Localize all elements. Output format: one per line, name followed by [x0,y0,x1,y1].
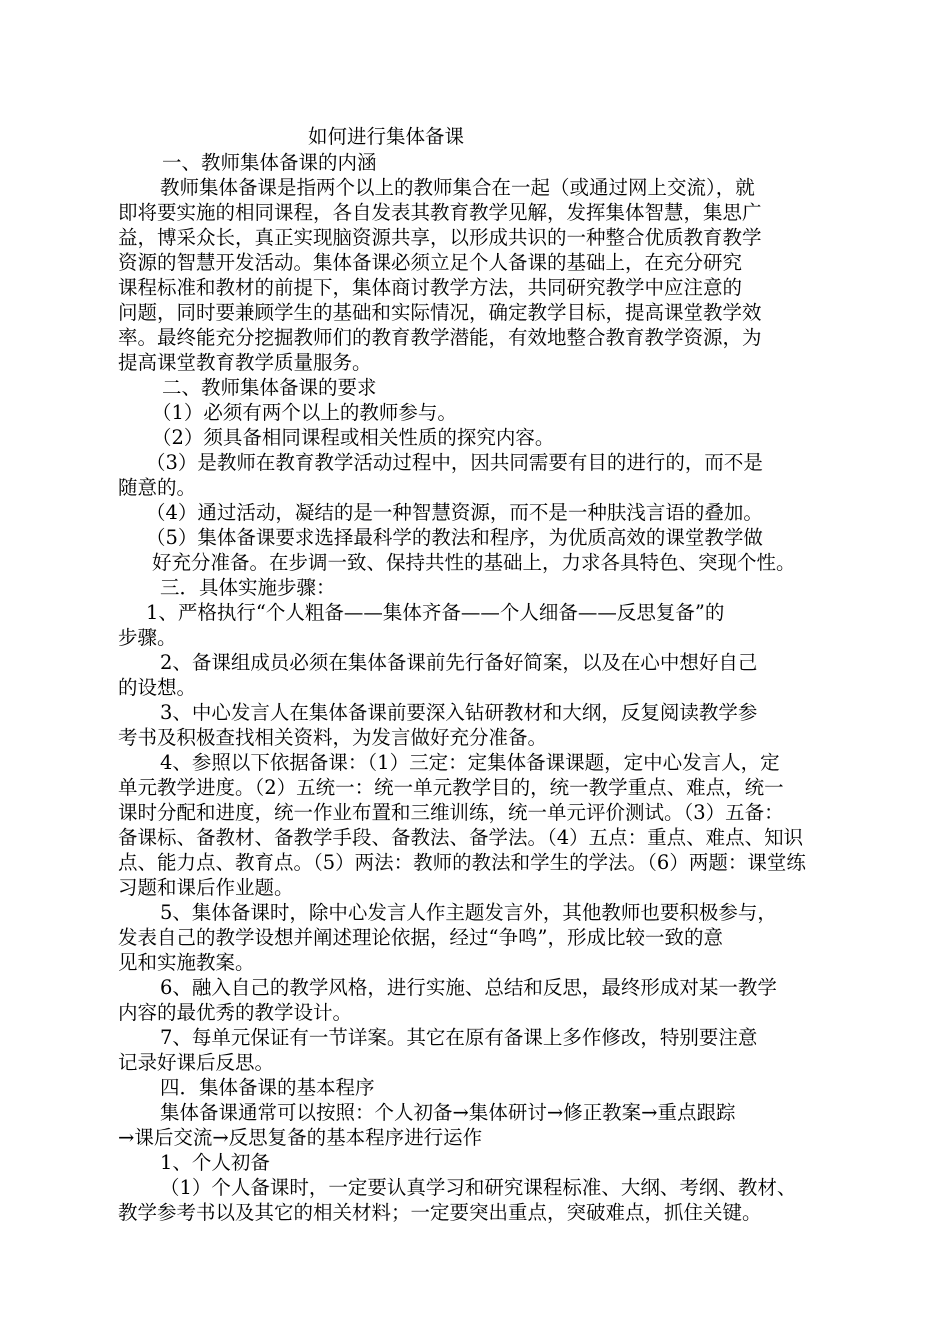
step-item-continued: 步骤。 [118,626,177,649]
paragraph-line: 益，博采众长，真正实现脑资源共享，以形成共识的一种整合优质教育教学 [118,226,762,249]
step-item: 1、严格执行“个人粗备——集体齐备——个人细备——反思复备”的 [146,601,725,624]
step-item: 6、融入自己的教学风格，进行实施、总结和反思，最终形成对某一教学 [160,976,777,999]
section-heading: 一、教师集体备课的内涵 [162,151,377,174]
paragraph-line: 即将要实施的相同课程，各自发表其教育教学见解，发挥集体智慧，集思广 [118,201,762,224]
document-title: 如何进行集体备课 [308,125,465,148]
list-item: （2）须具备相同课程或相关性质的探究内容。 [152,426,555,449]
step-item-continued: 考书及积极查找相关资料，为发言做好充分准备。 [118,726,548,749]
list-item: （3）是教师在教育教学活动过程中，因共同需要有目的进行的，而不是 [146,451,763,474]
step-item-continued: 课时分配和进度，统一作业布置和三维训练，统一单元评价测试。（3）五备： [118,801,784,824]
step-item: 5、集体备课时，除中心发言人作主题发言外，其他教师也要积极参与， [160,901,777,924]
paragraph-line: 资源的智慧开发活动。集体备课必须立足个人备课的基础上，在充分研究 [118,251,743,274]
section-heading: 三．具体实施步骤： [160,576,336,599]
step-item-continued: 备课标、备教材、备教学手段、备教法、备学法。（4）五点：重点、难点、知识 [118,826,804,849]
step-item-continued: 单元教学进度。（2）五统一：统一单元教学目的，统一教学重点、难点，统一 [118,776,784,799]
list-item-continued: 好充分准备。在步调一致、保持共性的基础上，力求各具特色、突现个性。 [152,551,796,574]
paragraph-line: →课后交流→反思复备的基本程序进行运作 [118,1126,483,1149]
step-item-continued: 见和实施教案。 [118,951,255,974]
step-item: 2、备课组成员必须在集体备课前先行备好简案，以及在心中想好自己 [160,651,758,674]
step-item-continued: 记录好课后反思。 [118,1051,275,1074]
paragraph-line: （1）个人备课时，一定要认真学习和研究课程标准、大纲、考纲、教材、 [160,1176,797,1199]
list-item: （5）集体备课要求选择最科学的教法和程序，为优质高效的课堂教学做 [146,526,763,549]
paragraph-line: 教师集体备课是指两个以上的教师集合在一起（或通过网上交流），就 [160,176,755,199]
paragraph-line: 集体备课通常可以按照：个人初备→集体研讨→修正教案→重点跟踪 [160,1101,736,1124]
section-heading: 四．集体备课的基本程序 [160,1076,375,1099]
step-item: 7、每单元保证有一节详案。其它在原有备课上多作修改，特别要注意 [160,1026,758,1049]
step-item-continued: 发表自己的教学设想并阐述理论依据，经过“争鸣”，形成比较一致的意 [118,926,723,949]
paragraph-line: 提高课堂教育教学质量服务。 [118,351,372,374]
paragraph-line: 课程标准和教材的前提下，集体商讨教学方法，共同研究教学中应注意的 [118,276,743,299]
list-item: （4）通过活动，凝结的是一种智慧资源，而不是一种肤浅言语的叠加。 [146,501,763,524]
paragraph-line: 教学参考书以及其它的相关材料；一定要突出重点，突破难点，抓住关键。 [118,1201,762,1224]
paragraph-line: 率。最终能充分挖掘教师们的教育教学潜能，有效地整合教育教学资源，为 [118,326,762,349]
step-item: 3、中心发言人在集体备课前要深入钻研教材和大纲，反复阅读教学参 [160,701,758,724]
list-item: （1）必须有两个以上的教师参与。 [152,401,457,424]
step-item-continued: 点、能力点、教育点。（5）两法：教师的教法和学生的学法。（6）两题：课堂练 [118,851,806,874]
section-heading: 二、教师集体备课的要求 [162,376,377,399]
step-item-continued: 内容的最优秀的教学设计。 [118,1001,353,1024]
paragraph-line: 问题，同时要兼顾学生的基础和实际情况，确定教学目标，提高课堂教学效 [118,301,762,324]
step-item-continued: 习题和课后作业题。 [118,876,294,899]
list-item-continued: 随意的。 [118,476,197,499]
subsection-heading: 1、个人初备 [160,1151,270,1174]
step-item: 4、参照以下依据备课：（1）三定：定集体备课课题，定中心发言人，定 [160,751,780,774]
step-item-continued: 的设想。 [118,676,197,699]
